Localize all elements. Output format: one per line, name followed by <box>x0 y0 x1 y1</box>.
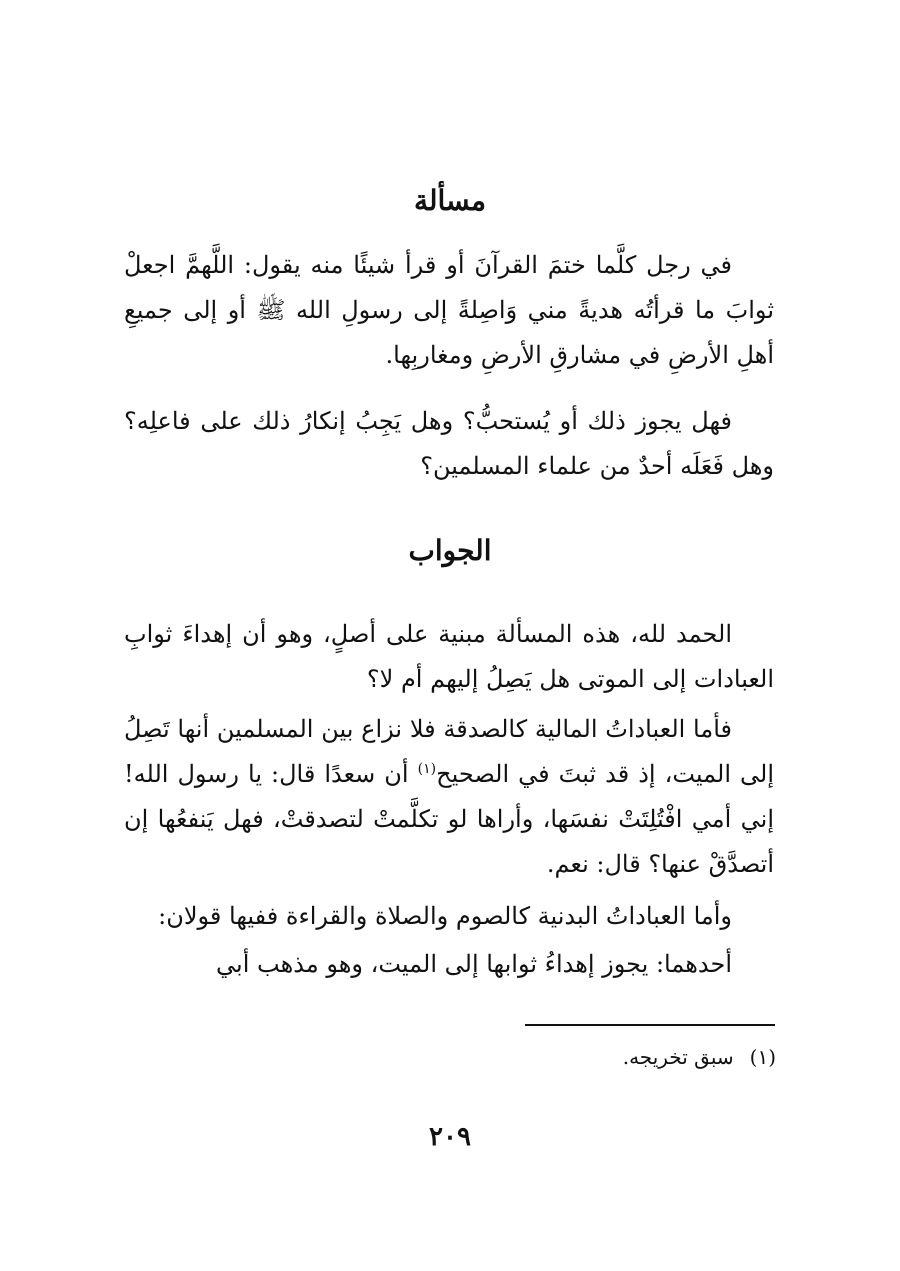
question-paragraph-2: فهل يجوز ذلك أو يُستحبُّ؟ وهل يَجِبُ إنكارُ ذلك على فاعلِه؟ وهل فَعَلَه أحدٌ من علماء المسلمين؟ <box>124 407 774 480</box>
answer-paragraph-2-text-a: فأما العباداتُ المالية كالصدقة فلا نزاع بين المسلمين أنها تَصِلُ إلى الميت، إذ قد ثبتَ في الصحيح <box>124 715 774 788</box>
answer-paragraph-1: الحمد لله، هذه المسألة مبنية على أصلٍ، وهو أن إهداءَ ثوابِ العبادات إلى الموتى هل يَصِلُ إليهم أم لا؟ <box>124 620 774 693</box>
answer-paragraph-4: أحدهما: يجوز إهداءُ ثوابها إلى الميت، وهو مذهب أبي <box>216 950 732 978</box>
question-heading: مسألة <box>413 184 487 217</box>
page-number: ٢٠٩ <box>429 1122 471 1152</box>
question-paragraph-1: في رجل كلَّما ختمَ القرآنَ أو قرأ شيئًا منه يقول: اللَّهمَّ اجعلْ ثوابَ ما قرأتُه هديةً مني وَاصِلةً إلى رسولِ الله ﷺ أو إلى جميعِ أهلِ الأرضِ في مشارقِ الأرضِ ومغاربِها. <box>124 251 774 369</box>
footnote-number: (١) <box>749 1045 776 1069</box>
footnote-reference: (١) <box>417 761 437 777</box>
answer-heading: الجواب <box>408 534 492 567</box>
footnote-text: سبق تخريجه. <box>622 1045 734 1069</box>
answer-paragraph-3: وأما العباداتُ البدنية كالصوم والصلاة والقراءة ففيها قولان: <box>158 902 732 930</box>
footnote-divider <box>525 1024 775 1026</box>
footnote <box>623 1042 776 1072</box>
answer-paragraph-2-text-b: أن سعدًا قال: يا رسول الله! إني أمي افْتُلِتَتْ نفسَها، وأراها لو تكلَّمتْ لتصدقتْ، فهل يَنفعُها إن أتصدَّقْ عنها؟ قال: نعم. <box>124 760 774 878</box>
answer-paragraph-2 <box>124 707 774 887</box>
